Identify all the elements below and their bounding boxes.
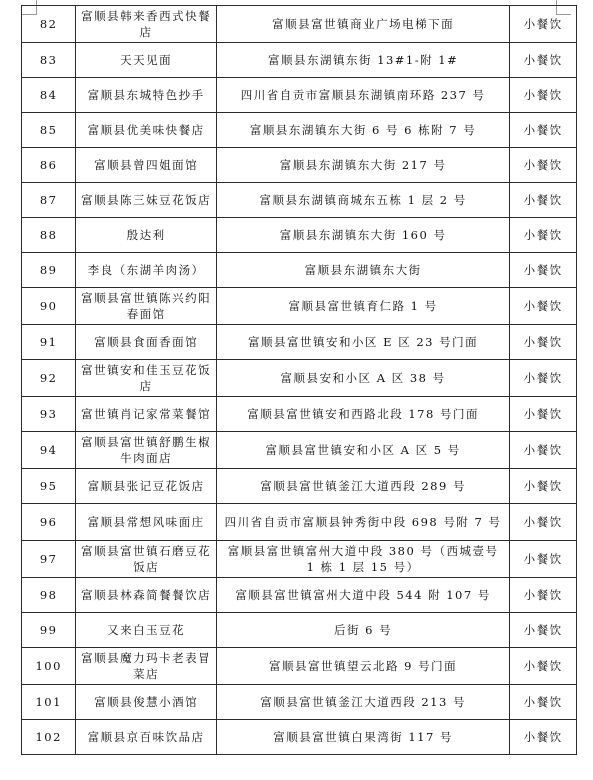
business-type-cell: 小餐饮 [510, 148, 577, 183]
business-name-cell: 富顺县富世镇石磨豆花饭店 [76, 541, 217, 578]
row-number-cell: 84 [22, 78, 76, 113]
row-number-cell: 83 [22, 43, 76, 78]
business-type-cell: 小餐饮 [510, 288, 577, 325]
business-name-cell: 天天见面 [76, 43, 217, 78]
table-row [22, 469, 577, 504]
address-cell: 四川省自贡市富顺县钟秀街中段 698 号附 7 号 [216, 504, 509, 541]
business-name-cell: 富顺县张记豆花饭店 [76, 469, 217, 504]
business-type-cell: 小餐饮 [510, 360, 577, 397]
row-number-cell: 97 [22, 541, 76, 578]
row-number-cell: 94 [22, 432, 76, 469]
business-type-cell: 小餐饮 [510, 43, 577, 78]
business-type-cell: 小餐饮 [510, 685, 577, 720]
address-cell: 后街 6 号 [216, 613, 509, 648]
table-row [22, 6, 577, 43]
address-cell: 富顺县东湖镇东大街 [216, 253, 509, 288]
table-row [22, 541, 577, 578]
table-row [22, 578, 577, 613]
address-cell: 富顺县富世镇商业广场电梯下面 [216, 6, 509, 43]
address-cell: 富顺县富世镇白果湾街 117 号 [216, 720, 509, 755]
row-number-cell: 85 [22, 113, 76, 148]
business-name-cell: 富顺县富世镇陈兴约阳春面馆 [76, 288, 217, 325]
table-row [22, 648, 577, 685]
business-name-cell: 富顺县东城特色抄手 [76, 78, 217, 113]
business-name-cell: 富世镇安和佳玉豆花饭店 [76, 360, 217, 397]
table-row [22, 43, 577, 78]
address-cell: 富顺县东湖镇东大街 160 号 [216, 218, 509, 253]
address-cell: 富顺县富世镇富州大道中段 380 号（西城壹号 1 栋 1 层 15 号） [216, 541, 509, 578]
address-cell: 富顺县东湖镇东大街 217 号 [216, 148, 509, 183]
row-number-cell: 89 [22, 253, 76, 288]
address-cell: 富顺县富世镇安和小区 E 区 23 号门面 [216, 325, 509, 360]
table-row [22, 360, 577, 397]
business-name-cell: 殷达利 [76, 218, 217, 253]
business-type-cell: 小餐饮 [510, 578, 577, 613]
business-type-cell: 小餐饮 [510, 113, 577, 148]
table-body [22, 6, 577, 755]
table-row [22, 288, 577, 325]
business-name-cell: 富顺县京百味饮品店 [76, 720, 217, 755]
business-type-cell: 小餐饮 [510, 253, 577, 288]
table-row [22, 218, 577, 253]
row-number-cell: 98 [22, 578, 76, 613]
business-type-cell: 小餐饮 [510, 613, 577, 648]
table-row [22, 78, 577, 113]
business-type-cell: 小餐饮 [510, 541, 577, 578]
business-name-cell: 富顺县优美味快餐店 [76, 113, 217, 148]
restaurant-register-table [21, 5, 577, 755]
row-number-cell: 88 [22, 218, 76, 253]
business-name-cell: 富顺县林森简餐餐饮店 [76, 578, 217, 613]
table-row [22, 397, 577, 432]
business-type-cell: 小餐饮 [510, 397, 577, 432]
business-type-cell: 小餐饮 [510, 218, 577, 253]
row-number-cell: 101 [22, 685, 76, 720]
row-number-cell: 96 [22, 504, 76, 541]
address-cell: 四川省自贡市富顺县东湖镇南环路 237 号 [216, 78, 509, 113]
row-number-cell: 95 [22, 469, 76, 504]
address-cell: 富顺县富世镇望云北路 9 号门面 [216, 648, 509, 685]
row-number-cell: 90 [22, 288, 76, 325]
table-row [22, 253, 577, 288]
row-number-cell: 91 [22, 325, 76, 360]
business-name-cell: 富顺县魔力玛卡老表冒菜店 [76, 648, 217, 685]
business-type-cell: 小餐饮 [510, 469, 577, 504]
business-name-cell: 李良（东湖羊肉汤） [76, 253, 217, 288]
row-number-cell: 99 [22, 613, 76, 648]
table-row [22, 183, 577, 218]
row-number-cell: 92 [22, 360, 76, 397]
business-type-cell: 小餐饮 [510, 6, 577, 43]
row-number-cell: 87 [22, 183, 76, 218]
business-type-cell: 小餐饮 [510, 648, 577, 685]
business-name-cell: 富顺县俊慧小酒馆 [76, 685, 217, 720]
table-row [22, 720, 577, 755]
table-row [22, 504, 577, 541]
address-cell: 富顺县富世镇釜江大道西段 213 号 [216, 685, 509, 720]
row-number-cell: 82 [22, 6, 76, 43]
business-name-cell: 富顺县常想风味面庄 [76, 504, 217, 541]
business-name-cell: 富顺县富世镇舒鹏生椒牛肉面店 [76, 432, 217, 469]
row-number-cell: 86 [22, 148, 76, 183]
table-row [22, 613, 577, 648]
table-row [22, 148, 577, 183]
table-row [22, 432, 577, 469]
business-name-cell: 又来白玉豆花 [76, 613, 217, 648]
business-name-cell: 富顺县韩来香西式快餐店 [76, 6, 217, 43]
address-cell: 富顺县东湖镇东街 13#1-附 1# [216, 43, 509, 78]
business-name-cell: 富世镇肖记家常菜餐馆 [76, 397, 217, 432]
address-cell: 富顺县富世镇育仁路 1 号 [216, 288, 509, 325]
address-cell: 富顺县东湖镇东大街 6 号 6 栋附 7 号 [216, 113, 509, 148]
address-cell: 富顺县东湖镇商城东五栋 1 层 2 号 [216, 183, 509, 218]
address-cell: 富顺县富世镇安和小区 A 区 5 号 [216, 432, 509, 469]
business-type-cell: 小餐饮 [510, 78, 577, 113]
table-row [22, 325, 577, 360]
business-type-cell: 小餐饮 [510, 325, 577, 360]
address-cell: 富顺县安和小区 A 区 38 号 [216, 360, 509, 397]
business-type-cell: 小餐饮 [510, 432, 577, 469]
table-row [22, 113, 577, 148]
business-name-cell: 富顺县食面香面馆 [76, 325, 217, 360]
business-type-cell: 小餐饮 [510, 504, 577, 541]
row-number-cell: 100 [22, 648, 76, 685]
business-type-cell: 小餐饮 [510, 183, 577, 218]
address-cell: 富顺县富世镇釜江大道西段 289 号 [216, 469, 509, 504]
row-number-cell: 102 [22, 720, 76, 755]
row-number-cell: 93 [22, 397, 76, 432]
address-cell: 富顺县富世镇富州大道中段 544 附 107 号 [216, 578, 509, 613]
business-name-cell: 富顺县曾四姐面馆 [76, 148, 217, 183]
address-cell: 富顺县富世镇安和西路北段 178 号门面 [216, 397, 509, 432]
business-name-cell: 富顺县陈三妹豆花饭店 [76, 183, 217, 218]
table-row [22, 685, 577, 720]
business-type-cell: 小餐饮 [510, 720, 577, 755]
